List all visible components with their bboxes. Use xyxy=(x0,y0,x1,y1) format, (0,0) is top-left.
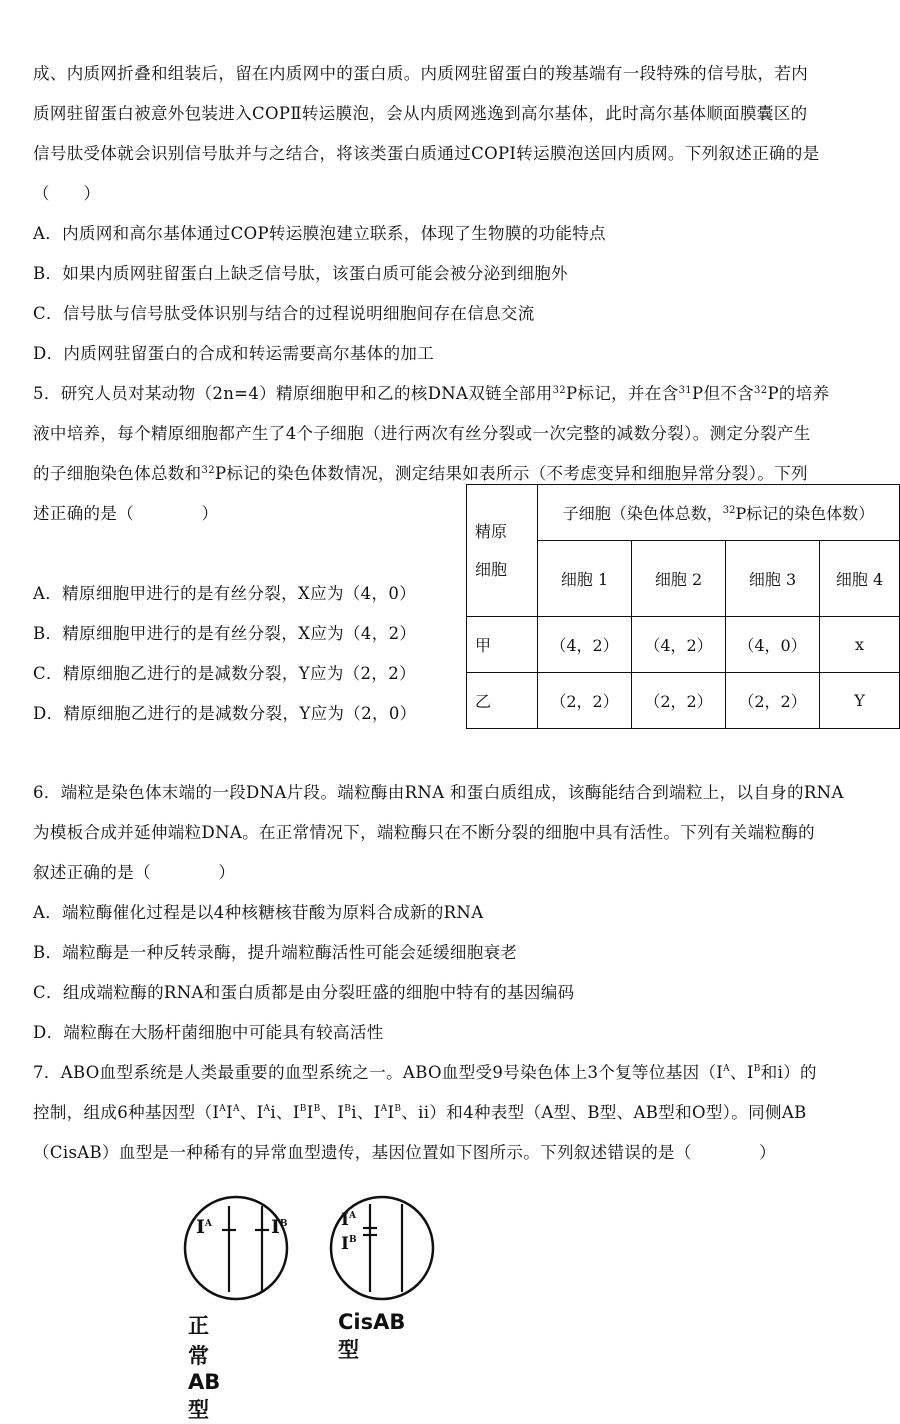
normal-ab-cell-outline xyxy=(185,1197,287,1299)
chromosome-diagram xyxy=(150,1192,450,1312)
column-header: 细胞 1 xyxy=(538,541,632,617)
q5-text: P标记的染色体数情况，测定结果如表所示（不考虑变异和细胞异常分裂）。下列 xyxy=(214,464,808,483)
q5-option-b[interactable]: B．精原细胞甲进行的是有丝分裂，X应为（4，2） xyxy=(33,624,417,643)
table-row xyxy=(467,617,900,673)
allele-label-b xyxy=(341,1234,357,1254)
q6-stem-line: 叙述正确的是（ ） xyxy=(33,863,236,882)
q7-text: 7．ABO血型系统是人类最重要的血型系统之一。ABO血型受9号染色体上3个复等位基因（I xyxy=(33,1063,724,1082)
table-cell: （2，2） xyxy=(632,673,726,729)
allele-superscript: A xyxy=(263,1104,271,1114)
q7-text: 、I xyxy=(730,1063,754,1082)
q7-text: i、I xyxy=(351,1103,381,1122)
q6-option-c[interactable]: C．组成端粒酶的RNA和蛋白质都是由分裂旺盛的细胞中特有的基因编码 xyxy=(33,983,575,1002)
q4-stem-line: 成、内质网折叠和组装后，留在内质网中的蛋白质。内质网驻留蛋白的羧基端有一段特殊的信号肽，若内 xyxy=(33,64,809,83)
q5-text: P标记，并在含 xyxy=(566,384,679,403)
allele-superscript: B xyxy=(279,1219,288,1229)
q4-stem-line: （ ） xyxy=(33,184,101,203)
gene-letter: I xyxy=(341,1234,349,1254)
q5-option-a[interactable]: A．精原细胞甲进行的是有丝分裂，X应为（4，0） xyxy=(33,584,417,603)
q7-text: 和i）的 xyxy=(760,1063,817,1082)
q7-text: 、I xyxy=(239,1103,264,1122)
gene-letter: I xyxy=(341,1210,349,1230)
q6-option-a[interactable]: A．端粒酶催化过程是以4种核糖核苷酸为原料合成新的RNA xyxy=(33,903,484,922)
isotope-superscript: 32 xyxy=(552,385,567,396)
q6-stem-line: 6．端粒是染色体末端的一段DNA片段。端粒酶由RNA 和蛋白质组成，该酶能结合到端粒上，以自身的RNA xyxy=(33,783,844,802)
q6-option-b[interactable]: B．端粒酶是一种反转录酶，提升端粒酶活性可能会延缓细胞衰老 xyxy=(33,943,518,962)
q5-text: P的培养 xyxy=(767,384,830,403)
table-cell: x xyxy=(820,617,900,673)
q4-stem-line: 质网驻留蛋白被意外包装进入COPⅡ转运膜泡，会从内质网逃逸到高尔基体，此时高尔基体顺面膜囊区的 xyxy=(33,104,808,123)
q4-option-c[interactable]: C．信号肽与信号肽受体识别与结合的过程说明细胞间存在信息交流 xyxy=(33,304,535,323)
q5-stem-line-2: 液中培养，每个精原细胞都产生了4个子细胞（进行两次有丝分裂或一次完整的减数分裂）。测定分裂产生 xyxy=(33,424,811,443)
table-cell: （4，2） xyxy=(538,617,632,673)
q7-text: 、ii）和4种表型（A型、B型、AB型和O型）。同侧AB xyxy=(401,1103,807,1122)
table-cell: （4，0） xyxy=(726,617,820,673)
table-corner-line: 细胞 xyxy=(475,559,508,579)
q7-text: i、I xyxy=(270,1103,300,1122)
allele-label-a xyxy=(196,1216,212,1238)
allele-superscript: A xyxy=(723,1064,731,1074)
allele-superscript: B xyxy=(299,1104,307,1114)
row-label: 甲 xyxy=(467,617,538,673)
table-header-text: P标记的染色体数） xyxy=(735,504,875,523)
q4-option-b[interactable]: B．如果内质网驻留蛋白上缺乏信号肽，该蛋白质可能会被分泌到细胞外 xyxy=(33,264,568,283)
q7-text: I xyxy=(226,1103,233,1122)
q7-stem-line-2 xyxy=(33,1099,807,1123)
q7-stem-line-1 xyxy=(33,1059,817,1083)
q5-option-c[interactable]: C．精原细胞乙进行的是减数分裂，Y应为（2，2） xyxy=(33,664,416,683)
allele-superscript: B xyxy=(344,1104,352,1114)
q4-option-a[interactable]: A．内质网和高尔基体通过COP转运膜泡建立联系，体现了生物膜的功能特点 xyxy=(33,224,606,243)
table-header-text: 子细胞（染色体总数， xyxy=(562,504,723,523)
isotope-superscript: 32 xyxy=(722,505,736,516)
allele-superscript: A xyxy=(348,1211,356,1221)
q4-stem-line: 信号肽受体就会识别信号肽并与之结合，将该类蛋白质通过COPI转运膜泡送回内质网。下列叙述正确的是 xyxy=(33,144,820,163)
cis-ab-label: CisAB型 xyxy=(338,1310,406,1362)
q7-text: 控制，组成6种基因型（I xyxy=(33,1103,220,1122)
q5-results-table xyxy=(466,484,900,729)
q7-stem-line-3: （CisAB）血型是一种稀有的异常血型遗传，基因位置如下图所示。下列叙述错误的是（ ） xyxy=(33,1143,777,1162)
gene-letter: I xyxy=(196,1216,205,1238)
table-cell: Y xyxy=(820,673,900,729)
table-corner xyxy=(467,485,538,617)
table-cell: （4，2） xyxy=(632,617,726,673)
q5-stem-line-1 xyxy=(33,380,829,404)
q7-text: I xyxy=(387,1103,395,1122)
table-cell: （2，2） xyxy=(538,673,632,729)
q6-stem-line: 为模板合成并延伸端粒DNA。在正常情况下，端粒酶只在不断分裂的细胞中具有活性。下列有关端粒酶的 xyxy=(33,823,816,842)
q4-option-d[interactable]: D．内质网驻留蛋白的合成和转运需要高尔基体的加工 xyxy=(33,344,435,363)
table-header xyxy=(538,485,900,541)
q5-text: 的子细胞染色体总数和 xyxy=(33,464,202,483)
column-header: 细胞 4 xyxy=(820,541,900,617)
q5-text: 5．研究人员对某动物（2n=4）精原细胞甲和乙的核DNA双链全部用 xyxy=(33,384,553,403)
allele-superscript: B xyxy=(753,1064,761,1074)
row-label: 乙 xyxy=(467,673,538,729)
normal-ab-label: 正常AB型 xyxy=(188,1314,221,1422)
allele-superscript: A xyxy=(219,1104,227,1114)
column-header: 细胞 3 xyxy=(726,541,820,617)
allele-superscript: B xyxy=(313,1104,321,1114)
isotope-superscript: 31 xyxy=(678,385,693,396)
isotope-superscript: 32 xyxy=(201,465,215,476)
allele-superscript: A xyxy=(380,1104,388,1114)
q7-text: I xyxy=(306,1103,314,1122)
column-header: 细胞 2 xyxy=(632,541,726,617)
q5-stem-line-4: 述正确的是（ ） xyxy=(33,504,219,523)
q5-text: P但不含 xyxy=(692,384,755,403)
q6-option-d[interactable]: D．端粒酶在大肠杆菌细胞中可能具有较高活性 xyxy=(33,1023,384,1042)
table-cell: （2，2） xyxy=(726,673,820,729)
isotope-superscript: 32 xyxy=(754,385,768,396)
allele-superscript: B xyxy=(348,1235,357,1245)
table-row xyxy=(467,673,900,729)
allele-superscript: A xyxy=(232,1104,240,1114)
q7-text: 、I xyxy=(320,1103,345,1122)
gene-letter: I xyxy=(271,1216,280,1238)
allele-superscript: A xyxy=(204,1219,212,1229)
q5-option-d[interactable]: D．精原细胞乙进行的是减数分裂，Y应为（2，0） xyxy=(33,704,417,723)
allele-label-b xyxy=(271,1216,288,1238)
allele-superscript: B xyxy=(394,1104,402,1114)
allele-label-a xyxy=(341,1210,356,1230)
table-corner-line: 精原 xyxy=(475,521,508,541)
q5-stem-line-3 xyxy=(33,460,808,484)
